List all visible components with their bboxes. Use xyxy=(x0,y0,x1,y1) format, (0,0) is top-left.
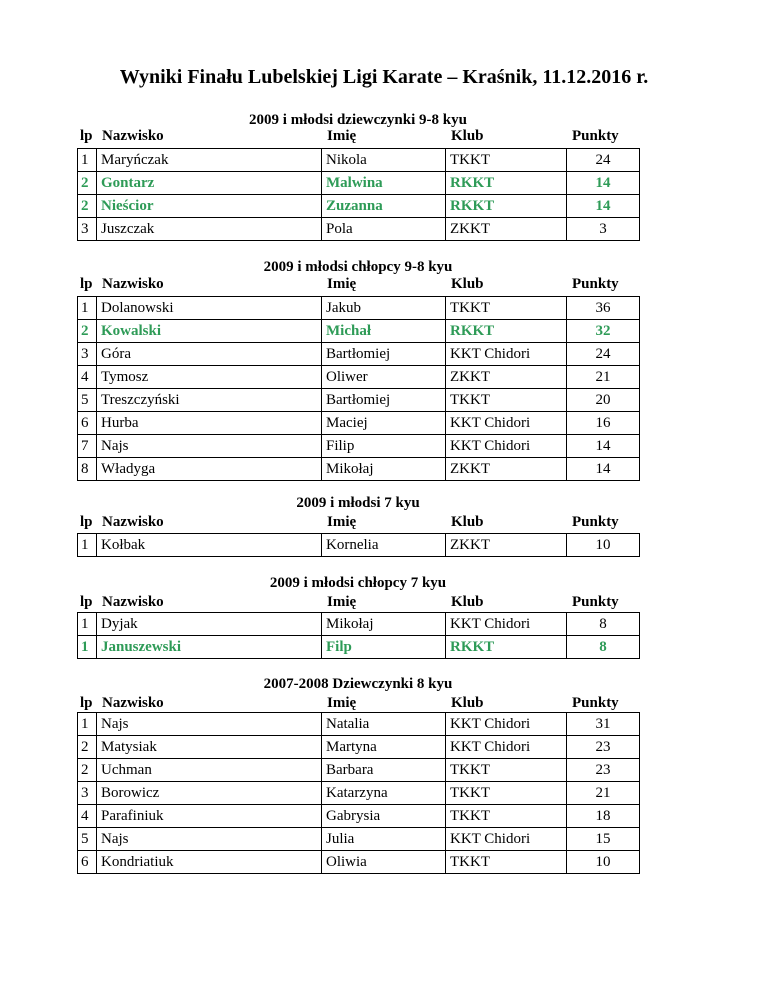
cell-name: Julia xyxy=(322,828,446,851)
cell-surname: Nieścior xyxy=(97,195,322,218)
header-name: Imię xyxy=(327,594,357,610)
cell-surname: Borowicz xyxy=(97,782,322,805)
header-surname: Nazwisko xyxy=(102,514,164,530)
cell-club: ZKKT xyxy=(446,366,567,389)
header-name: Imię xyxy=(327,514,357,530)
header-lp: lp xyxy=(80,514,93,530)
table-row xyxy=(78,435,640,458)
header-name: Imię xyxy=(327,695,357,711)
cell-lp: 7 xyxy=(78,435,97,458)
cell-points: 14 xyxy=(567,458,640,481)
section-title: 2009 i młodsi dziewczynki 9-8 kyu xyxy=(249,112,467,128)
header-surname: Nazwisko xyxy=(102,695,164,711)
cell-surname: Kołbak xyxy=(97,534,322,557)
header-points: Punkty xyxy=(572,514,619,530)
cell-points: 8 xyxy=(567,613,640,636)
cell-surname: Matysiak xyxy=(97,736,322,759)
cell-name: Bartłomiej xyxy=(322,389,446,412)
cell-points: 10 xyxy=(567,534,640,557)
cell-surname: Juszczak xyxy=(97,218,322,241)
table-row xyxy=(78,195,640,218)
cell-lp: 2 xyxy=(78,195,97,218)
cell-lp: 6 xyxy=(78,412,97,435)
header-name: Imię xyxy=(327,128,357,144)
table-header xyxy=(77,128,639,147)
cell-name: Filp xyxy=(322,636,446,659)
cell-points: 21 xyxy=(567,366,640,389)
cell-surname: Parafiniuk xyxy=(97,805,322,828)
cell-name: Oliwia xyxy=(322,851,446,874)
cell-name: Zuzanna xyxy=(322,195,446,218)
cell-name: Pola xyxy=(322,218,446,241)
table-row xyxy=(78,172,640,195)
header-lp: lp xyxy=(80,128,93,144)
cell-club: KKT Chidori xyxy=(446,736,567,759)
cell-points: 3 xyxy=(567,218,640,241)
cell-lp: 1 xyxy=(78,636,97,659)
results-table xyxy=(77,712,640,874)
table-row xyxy=(78,366,640,389)
cell-surname: Gontarz xyxy=(97,172,322,195)
cell-surname: Najs xyxy=(97,828,322,851)
table-row xyxy=(78,851,640,874)
cell-name: Michał xyxy=(322,320,446,343)
cell-name: Katarzyna xyxy=(322,782,446,805)
cell-points: 10 xyxy=(567,851,640,874)
cell-points: 20 xyxy=(567,389,640,412)
header-surname: Nazwisko xyxy=(102,276,164,292)
cell-surname: Władyga xyxy=(97,458,322,481)
cell-club: KKT Chidori xyxy=(446,613,567,636)
cell-points: 18 xyxy=(567,805,640,828)
cell-lp: 1 xyxy=(78,713,97,736)
table-row xyxy=(78,805,640,828)
cell-club: KKT Chidori xyxy=(446,435,567,458)
section-title: 2009 i młodsi chłopcy 7 kyu xyxy=(269,575,447,591)
cell-surname: Hurba xyxy=(97,412,322,435)
cell-club: ZKKT xyxy=(446,534,567,557)
table-row xyxy=(78,218,640,241)
header-name: Imię xyxy=(327,276,357,292)
cell-name: Natalia xyxy=(322,713,446,736)
header-points: Punkty xyxy=(572,695,619,711)
cell-points: 24 xyxy=(567,149,640,172)
cell-lp: 5 xyxy=(78,389,97,412)
cell-points: 32 xyxy=(567,320,640,343)
section-title: 2007-2008 Dziewczynki 8 kyu xyxy=(263,676,453,692)
cell-club: TKKT xyxy=(446,759,567,782)
cell-lp: 1 xyxy=(78,149,97,172)
cell-lp: 3 xyxy=(78,343,97,366)
cell-surname: Tymosz xyxy=(97,366,322,389)
header-lp: lp xyxy=(80,695,93,711)
results-table xyxy=(77,612,640,659)
cell-surname: Kondriatiuk xyxy=(97,851,322,874)
cell-points: 14 xyxy=(567,195,640,218)
cell-points: 31 xyxy=(567,713,640,736)
cell-surname: Januszewski xyxy=(97,636,322,659)
header-surname: Nazwisko xyxy=(102,594,164,610)
cell-lp: 1 xyxy=(78,613,97,636)
cell-surname: Najs xyxy=(97,435,322,458)
cell-lp: 4 xyxy=(78,366,97,389)
table-header xyxy=(77,594,639,613)
cell-lp: 6 xyxy=(78,851,97,874)
table-row xyxy=(78,458,640,481)
cell-lp: 2 xyxy=(78,736,97,759)
table-header xyxy=(77,514,639,533)
cell-lp: 5 xyxy=(78,828,97,851)
cell-club: KKT Chidori xyxy=(446,828,567,851)
cell-points: 14 xyxy=(567,172,640,195)
table-row xyxy=(78,759,640,782)
table-row xyxy=(78,713,640,736)
cell-club: TKKT xyxy=(446,297,567,320)
table-row xyxy=(78,149,640,172)
cell-club: RKKT xyxy=(446,195,567,218)
cell-lp: 3 xyxy=(78,782,97,805)
header-club: Klub xyxy=(451,594,484,610)
cell-club: KKT Chidori xyxy=(446,343,567,366)
cell-club: TKKT xyxy=(446,851,567,874)
cell-name: Filip xyxy=(322,435,446,458)
cell-points: 21 xyxy=(567,782,640,805)
cell-club: ZKKT xyxy=(446,218,567,241)
cell-club: RKKT xyxy=(446,636,567,659)
cell-name: Bartłomiej xyxy=(322,343,446,366)
header-club: Klub xyxy=(451,276,484,292)
table-row xyxy=(78,320,640,343)
cell-lp: 8 xyxy=(78,458,97,481)
cell-surname: Treszczyński xyxy=(97,389,322,412)
page-title: Wyniki Finału Lubelskiej Ligi Karate – Kraśnik, 11.12.2016 r. xyxy=(119,66,649,88)
section-title: 2009 i młodsi 7 kyu xyxy=(296,495,420,511)
cell-club: KKT Chidori xyxy=(446,412,567,435)
header-club: Klub xyxy=(451,695,484,711)
cell-points: 8 xyxy=(567,636,640,659)
cell-surname: Dyjak xyxy=(97,613,322,636)
cell-points: 23 xyxy=(567,736,640,759)
cell-name: Maciej xyxy=(322,412,446,435)
cell-points: 23 xyxy=(567,759,640,782)
cell-name: Mikołaj xyxy=(322,613,446,636)
cell-surname: Maryńczak xyxy=(97,149,322,172)
table-row xyxy=(78,782,640,805)
table-header xyxy=(77,276,639,295)
cell-points: 14 xyxy=(567,435,640,458)
results-table xyxy=(77,296,640,481)
cell-surname: Dolanowski xyxy=(97,297,322,320)
header-lp: lp xyxy=(80,276,93,292)
cell-name: Jakub xyxy=(322,297,446,320)
results-table xyxy=(77,533,640,557)
table-row xyxy=(78,297,640,320)
cell-name: Kornelia xyxy=(322,534,446,557)
cell-points: 16 xyxy=(567,412,640,435)
section-title: 2009 i młodsi chłopcy 9-8 kyu xyxy=(263,259,453,275)
cell-name: Nikola xyxy=(322,149,446,172)
header-points: Punkty xyxy=(572,594,619,610)
cell-club: RKKT xyxy=(446,172,567,195)
table-row xyxy=(78,412,640,435)
cell-club: TKKT xyxy=(446,149,567,172)
cell-lp: 4 xyxy=(78,805,97,828)
cell-surname: Uchman xyxy=(97,759,322,782)
cell-name: Malwina xyxy=(322,172,446,195)
table-row xyxy=(78,636,640,659)
cell-club: RKKT xyxy=(446,320,567,343)
header-surname: Nazwisko xyxy=(102,128,164,144)
cell-club: TKKT xyxy=(446,389,567,412)
results-table xyxy=(77,148,640,241)
cell-points: 15 xyxy=(567,828,640,851)
cell-surname: Góra xyxy=(97,343,322,366)
cell-lp: 3 xyxy=(78,218,97,241)
header-club: Klub xyxy=(451,128,484,144)
cell-name: Mikołaj xyxy=(322,458,446,481)
cell-lp: 1 xyxy=(78,534,97,557)
header-points: Punkty xyxy=(572,128,619,144)
header-lp: lp xyxy=(80,594,93,610)
cell-points: 36 xyxy=(567,297,640,320)
cell-club: TKKT xyxy=(446,805,567,828)
table-row xyxy=(78,343,640,366)
cell-lp: 2 xyxy=(78,759,97,782)
cell-surname: Najs xyxy=(97,713,322,736)
table-row xyxy=(78,534,640,557)
table-row xyxy=(78,828,640,851)
cell-name: Oliwer xyxy=(322,366,446,389)
cell-club: TKKT xyxy=(446,782,567,805)
cell-name: Martyna xyxy=(322,736,446,759)
cell-name: Gabrysia xyxy=(322,805,446,828)
header-club: Klub xyxy=(451,514,484,530)
cell-name: Barbara xyxy=(322,759,446,782)
table-row xyxy=(78,736,640,759)
cell-lp: 1 xyxy=(78,297,97,320)
cell-lp: 2 xyxy=(78,320,97,343)
cell-club: ZKKT xyxy=(446,458,567,481)
cell-points: 24 xyxy=(567,343,640,366)
table-row xyxy=(78,389,640,412)
cell-club: KKT Chidori xyxy=(446,713,567,736)
header-points: Punkty xyxy=(572,276,619,292)
cell-lp: 2 xyxy=(78,172,97,195)
cell-surname: Kowalski xyxy=(97,320,322,343)
table-row xyxy=(78,613,640,636)
